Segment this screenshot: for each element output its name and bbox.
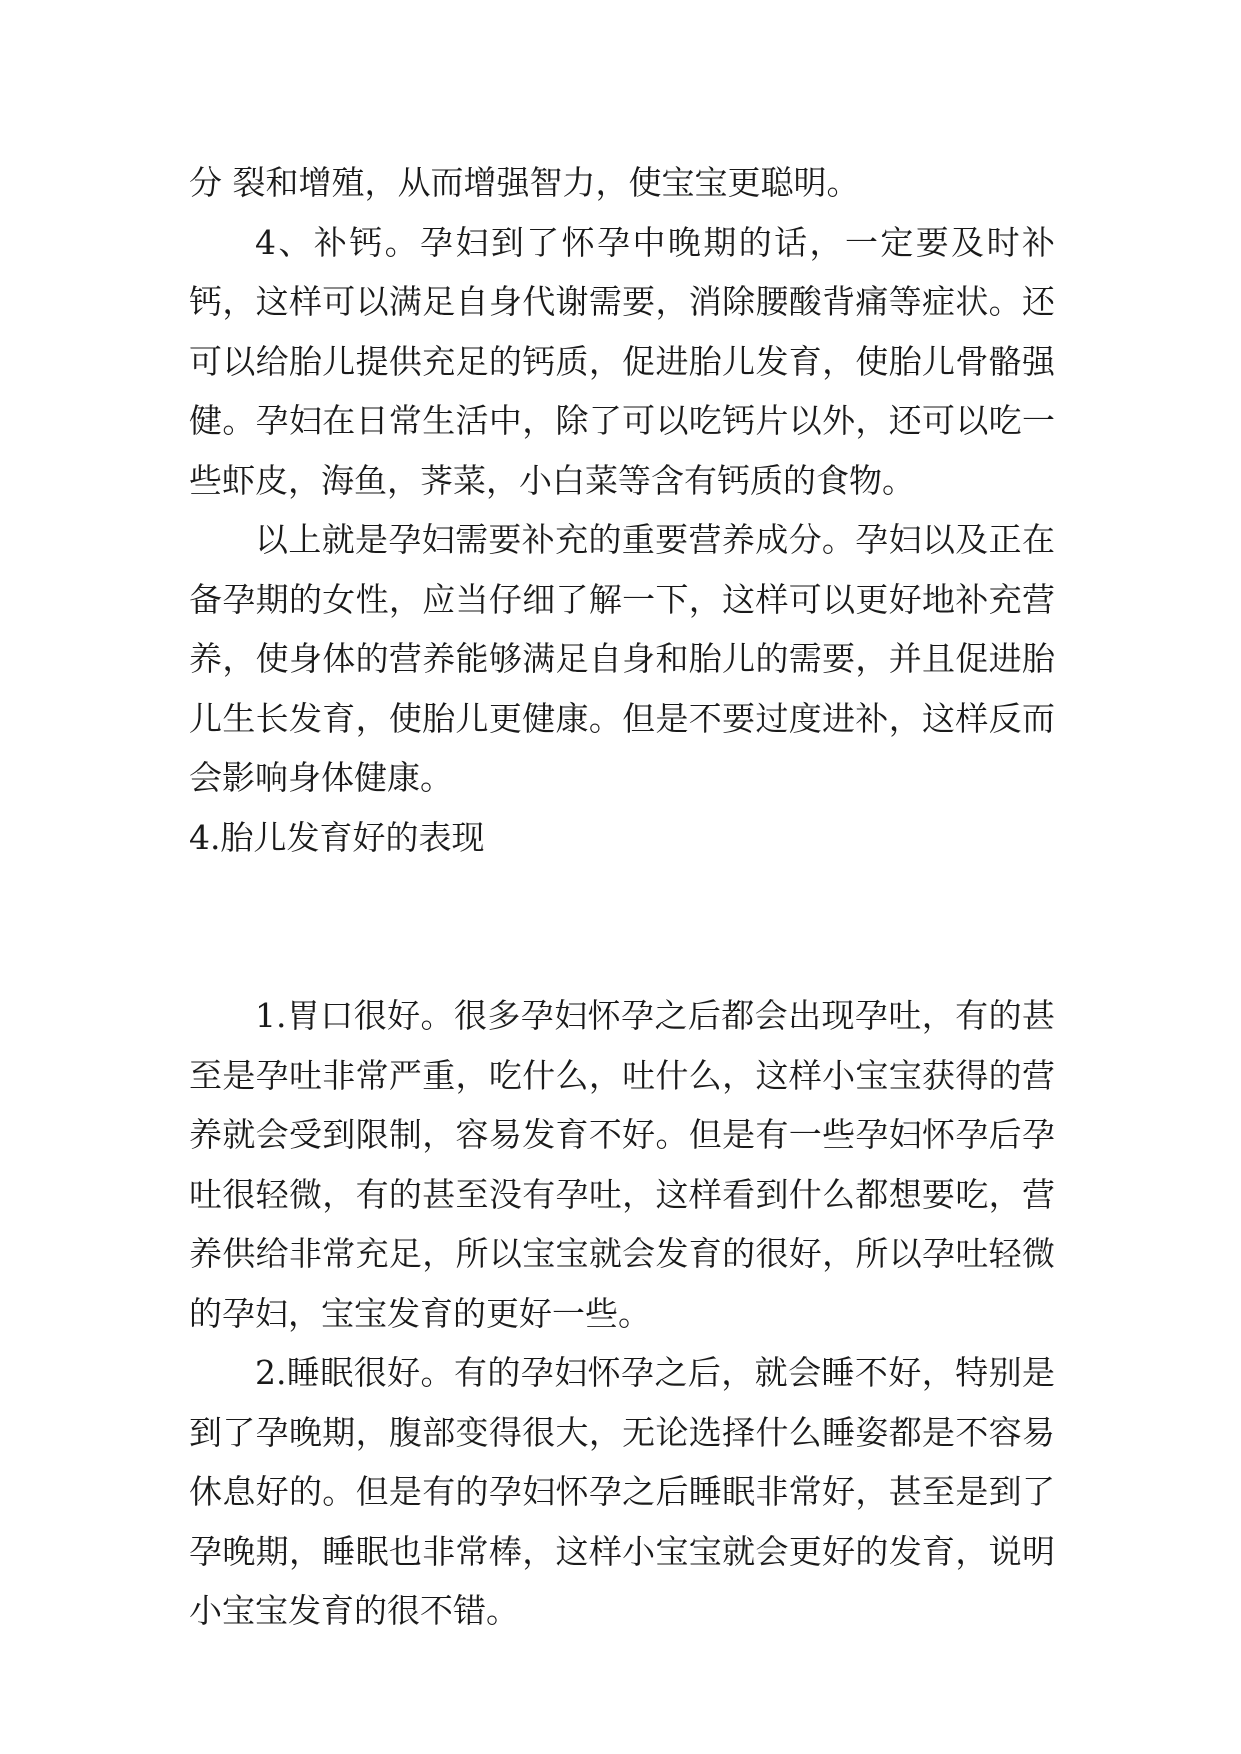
- section-heading: 4.胎儿发育好的表现: [189, 817, 485, 857]
- paragraph-sleep: 2.睡眠很好。有的孕妇怀孕之后，就会睡不好，特别是到了孕晚期，腹部变得很大，无论选择什么睡姿都是不容易休息好的。但是有的孕妇怀孕之后睡眠非常好，甚至是到了孕晚期，睡眠也非常棒，这样小宝宝就会更好的发育，说明小宝宝发育的很不错。: [189, 1353, 1055, 1630]
- paragraph-continuation: 分 裂和增殖，从而增强智力，使宝宝更聪明。: [189, 163, 860, 202]
- document-body: [189, 153, 1055, 1641]
- paragraph-appetite: 1.胃口很好。很多孕妇怀孕之后都会出现孕吐，有的甚至是孕吐非常严重，吃什么，吐什么，这样小宝宝获得的营养就会受到限制，容易发育不好。但是有一些孕妇怀孕后孕吐很轻微，有的甚至没有孕吐，这样看到什么都想要吃，营养供给非常充足，所以宝宝就会发育的很好，所以孕吐轻微的孕妇，宝宝发育的更好一些。: [189, 996, 1055, 1333]
- paragraph-summary: 以上就是孕妇需要补充的重要营养成分。孕妇以及正在备孕期的女性，应当仔细了解一下，这样可以更好地补充营养，使身体的营养能够满足自身和胎儿的需要，并且促进胎儿生长发育，使胎儿更健康。但是不要过度进补，这样反而会影响身体健康。: [189, 520, 1055, 797]
- paragraph-calcium: 4、补钙。孕妇到了怀孕中晚期的话，一定要及时补钙，这样可以满足自身代谢需要，消除腰酸背痛等症状。还可以给胎儿提供充足的钙质，促进胎儿发育，使胎儿骨骼强健。孕妇在日常生活中，除了可以吃钙片以外，还可以吃一些虾皮，海鱼，荠菜，小白菜等含有钙质的食物。: [189, 222, 1055, 500]
- blank-space: [189, 867, 1055, 986]
